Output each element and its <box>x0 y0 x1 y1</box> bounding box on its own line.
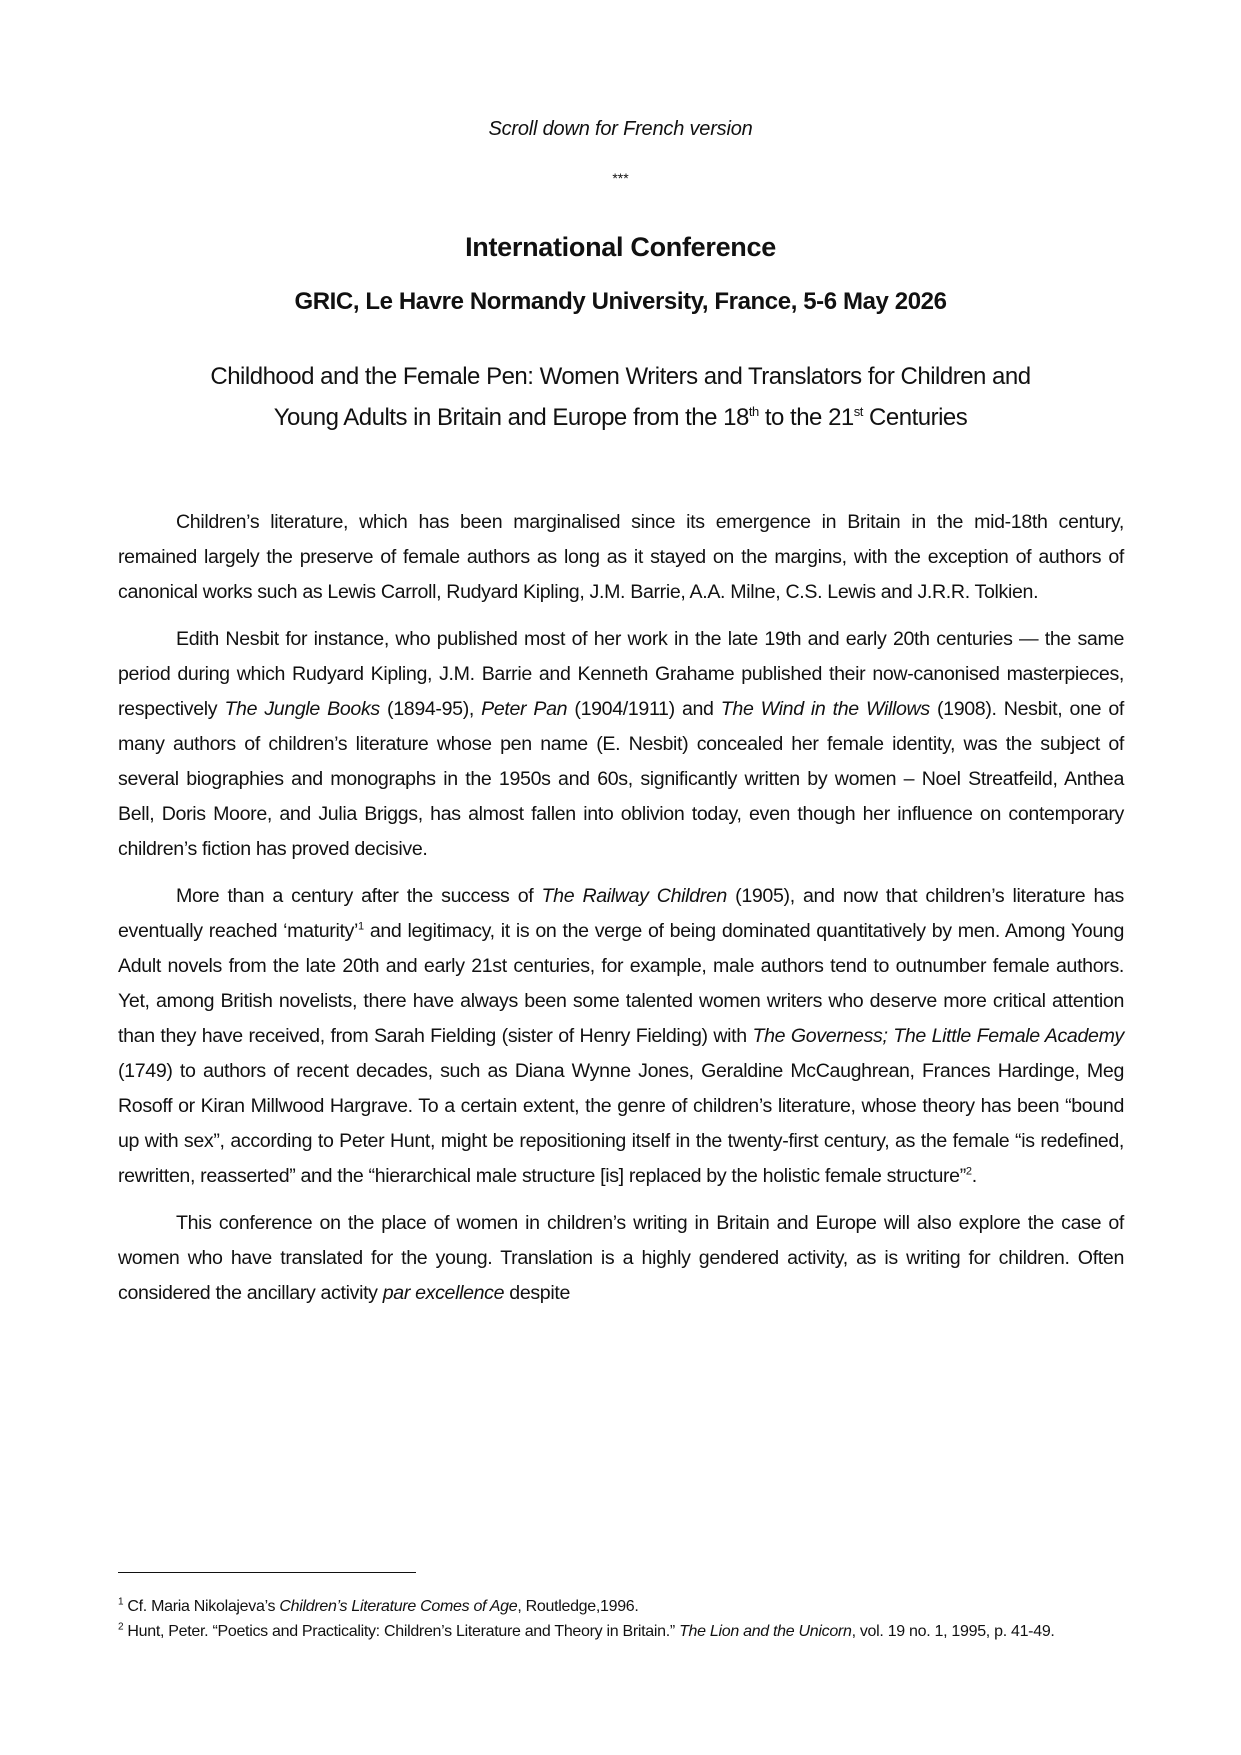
paragraph-1 <box>118 505 1124 610</box>
footnote-2-title: The Lion and the Unicorn <box>679 1623 852 1640</box>
paragraph-1-text: Children’s literature, which has been marginalised since its emergence in Britain in the mid-18th century, remained largely the preserve of female authors as long as it stayed on the margins, with the exception of authors of canonical works such as Lewis Carroll, Rudyard Kipling, J.M. Barrie, A.A. Milne, C.S. Lewis and J.R.R. Tolkien. <box>118 511 1124 603</box>
conference-place-date: GRIC, Le Havre Normandy University, France, 5-6 May 2026 <box>294 288 947 315</box>
footnote-1-text-a: Cf. Maria Nikolajeva’s <box>123 1598 280 1615</box>
theme-line-1: Childhood and the Female Pen: Women Writers and Translators for Children and <box>210 363 1031 390</box>
p2-text-a: Edith Nesbit for instance, who published most of her work in the late 19th and early 20th centuries — the same period during which Rudyard Kipling, J.M. Barrie and Kenneth Grahame published their now-canonised masterpieces, respectively <box>118 628 1124 720</box>
title-governess: The Governess; The Little Female Academy <box>752 1025 1124 1047</box>
title-jungle-books: The Jungle Books <box>224 698 380 720</box>
footnote-2-text-a: Hunt, Peter. “Poetics and Practicality: Children’s Literature and Theory in Britain.” <box>123 1623 680 1640</box>
body-text <box>118 505 1124 1323</box>
footnote-1-number: 1 <box>118 1596 124 1608</box>
p4-text-b: despite <box>504 1282 570 1304</box>
footnote-ref-2[interactable]: 2 <box>965 1165 972 1178</box>
footnotes <box>118 1594 1124 1644</box>
paragraph-4 <box>118 1206 1124 1311</box>
title-peter-pan: Peter Pan <box>481 698 568 720</box>
p3-text-c: and legitimacy, it is on the verge of being dominated quantitatively by men. Among Young Adult novels from the late 20th and early 21st centuries, for example, male authors tend to outnumber female authors. Yet, among British novelists, there have always been some talented women writers who deserve more critical attention than they have received, from Sarah Fielding (sister of Henry Fielding) with <box>118 920 1124 1047</box>
p3-text-b: (1905), and now that children’s literature has eventually reached ‘maturity’ <box>118 885 1124 942</box>
footnote-2 <box>118 1619 1124 1644</box>
footnote-1 <box>118 1594 1124 1619</box>
footnote-1-text-b: , Routledge,1996. <box>517 1598 639 1615</box>
title-wind-in-willows: The Wind in the Willows <box>720 698 930 720</box>
p3-text-a: More than a century after the success of <box>176 885 542 907</box>
p4-text-a: This conference on the place of women in children’s writing in Britain and Europe will also explore the case of women who have translated for the young. Translation is a highly gendered activity, as is writing for children. Often considered the ancillary activity <box>118 1212 1124 1304</box>
theme-line-2a: Young Adults in Britain and Europe from the 18 <box>273 404 749 431</box>
footnote-divider <box>118 1572 416 1573</box>
footnote-1-title: Children’s Literature Comes of Age <box>279 1598 518 1615</box>
conference-title: International Conference <box>465 232 776 262</box>
theme-sup-st: st <box>853 404 863 419</box>
p2-text-c: (1904/1911) and <box>567 698 721 720</box>
theme-line-2b: to the 21 <box>758 404 854 431</box>
phrase-par-excellence: par excellence <box>382 1282 505 1304</box>
scroll-note: Scroll down for French version <box>488 118 753 140</box>
p2-text-b: (1894-95), <box>379 698 482 720</box>
p3-text-e: . <box>971 1165 977 1187</box>
footnote-2-number: 2 <box>118 1621 124 1633</box>
paragraph-3 <box>118 879 1124 1194</box>
conference-theme <box>110 356 1131 438</box>
p3-text-d: (1749) to authors of recent decades, such as Diana Wynne Jones, Geraldine McCaughrean, Frances Hardinge, Meg Rosoff or Kiran Millwood Hargrave. To a certain extent, the genre of children’s literature, whose theory has been “bound up with sex”, according to Peter Hunt, might be repositioning itself in the twenty-first century, as the female “is redefined, rewritten, reasserted” and the “hierarchical male structure [is] replaced by the holistic female structure” <box>118 1060 1124 1187</box>
p2-text-d: (1908). Nesbit, one of many authors of children’s literature whose pen name (E. Nesbit) concealed her female identity, was the subject of several biographies and monographs in the 1950s and 60s, significantly written by women – Noel Streatfeild, Anthea Bell, Doris Moore, and Julia Briggs, has almost fallen into oblivion today, even though her influence on contemporary children’s fiction has proved decisive. <box>118 698 1124 860</box>
separator: *** <box>612 170 629 186</box>
footnote-2-text-b: , vol. 19 no. 1, 1995, p. 41-49. <box>851 1623 1055 1640</box>
title-railway-children: The Railway Children <box>541 885 727 907</box>
footnote-ref-1[interactable]: 1 <box>358 920 364 933</box>
theme-sup-th: th <box>748 404 759 419</box>
paragraph-2 <box>118 622 1124 867</box>
theme-line-2c: Centuries <box>862 404 968 431</box>
